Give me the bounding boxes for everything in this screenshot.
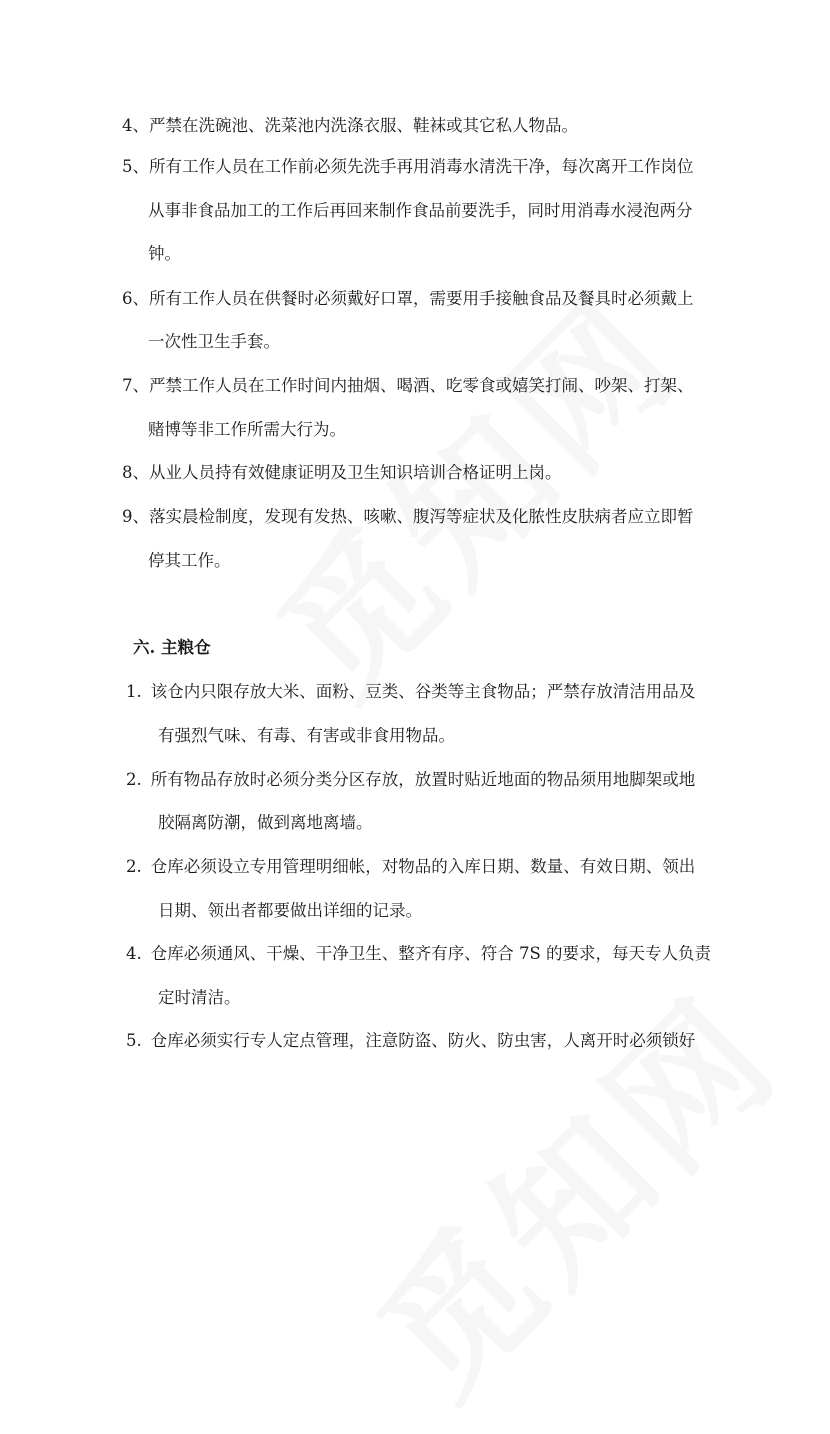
item-number: 4、 bbox=[122, 116, 149, 135]
section-heading: 六. 主粮仓 bbox=[133, 638, 211, 657]
item-text: 一次性卫生手套。 bbox=[148, 332, 280, 351]
item-text: 钟。 bbox=[148, 244, 181, 263]
list-item bbox=[122, 505, 694, 529]
item-text: 从事非食品加工的工作后再回来制作食品前要洗手，同时用消毒水浸泡两分 bbox=[148, 201, 693, 220]
item-text: 该仓内只限存放大米、面粉、豆类、谷类等主食物品；严禁存放清洁用品及 bbox=[150, 682, 696, 701]
item-text: 落实晨检制度，发现有发热、咳嗽、腹泻等症状及化脓性皮肤病者应立即暂 bbox=[149, 507, 694, 526]
list-item bbox=[126, 680, 695, 704]
item-number: 2. bbox=[126, 857, 142, 876]
item-number: 8、 bbox=[122, 463, 149, 482]
watermark bbox=[224, 242, 716, 734]
list-item bbox=[122, 461, 562, 485]
item-text: 仓库必须通风、干燥、干净卫生、整齐有序、符合 7S 的要求，每天专人负责 bbox=[150, 944, 712, 963]
list-item bbox=[122, 287, 694, 311]
item-number: 6、 bbox=[122, 289, 149, 308]
item-text: 胶隔离防潮，做到离地离墙。 bbox=[158, 813, 373, 832]
item-text: 仓库必须设立专用管理明细帐，对物品的入库日期、数量、有效日期、领出 bbox=[150, 857, 696, 876]
item-text: 所有物品存放时必须分类分区存放，放置时贴近地面的物品须用地脚架或地 bbox=[150, 770, 696, 789]
item-number: 1. bbox=[126, 682, 142, 701]
item-number: 2. bbox=[126, 770, 142, 789]
list-item bbox=[122, 155, 694, 179]
item-text: 日期、领出者都要做出详细的记录。 bbox=[158, 901, 422, 920]
item-text: 定时清洁。 bbox=[158, 988, 241, 1007]
item-number: 4. bbox=[126, 944, 142, 963]
item-text: 严禁工作人员在工作时间内抽烟、喝酒、吃零食或嬉笑打闹、吵架、打架、 bbox=[149, 376, 694, 395]
watermark bbox=[324, 942, 816, 1434]
list-item bbox=[126, 1029, 695, 1053]
item-number: 9、 bbox=[122, 507, 149, 526]
list-item bbox=[126, 768, 695, 792]
list-item bbox=[122, 374, 694, 398]
item-text: 所有工作人员在供餐时必须戴好口罩，需要用手接触食品及餐具时必须戴上 bbox=[149, 289, 694, 308]
item-text: 从业人员持有效健康证明及卫生知识培训合格证明上岗。 bbox=[149, 463, 562, 482]
item-text: 严禁在洗碗池、洗菜池内洗涤衣服、鞋袜或其它私人物品。 bbox=[149, 116, 578, 135]
item-text: 有强烈气味、有毒、有害或非食用物品。 bbox=[158, 726, 455, 745]
list-item bbox=[122, 114, 578, 138]
item-text: 所有工作人员在工作前必须先洗手再用消毒水清洗干净，每次离开工作岗位 bbox=[149, 157, 694, 176]
item-text: 停其工作。 bbox=[148, 551, 231, 570]
item-number: 7、 bbox=[122, 376, 149, 395]
item-text: 赌博等非工作所需大行为。 bbox=[148, 420, 346, 439]
item-number: 5、 bbox=[122, 157, 149, 176]
item-number: 5. bbox=[126, 1031, 142, 1050]
list-item bbox=[126, 855, 695, 879]
list-item bbox=[126, 942, 711, 966]
item-text: 仓库必须实行专人定点管理，注意防盗、防火、防虫害，人离开时必须锁好 bbox=[150, 1031, 696, 1050]
